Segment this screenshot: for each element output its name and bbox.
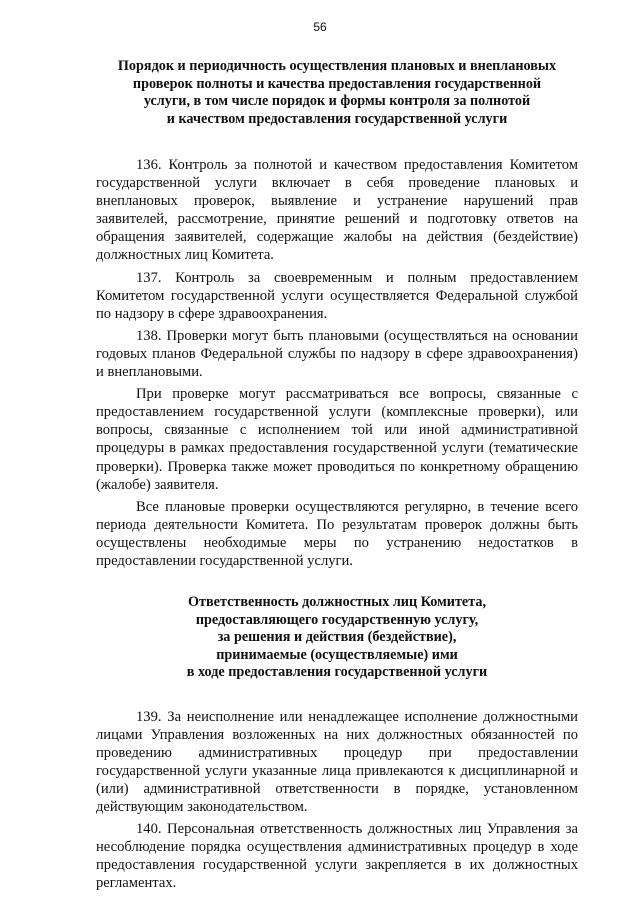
heading-line: предоставляющего государственную услугу, <box>195 611 479 628</box>
section-heading-inspections <box>96 58 578 128</box>
paragraph-137: 137. Контроль за своевременным и полным предоставлением Комитетом государственной услуги осуществляется Федеральной службой по надзору в сфере здравоохранения. <box>96 269 578 322</box>
paragraph-136: 136. Контроль за полнотой и качеством предоставления Комитетом государственной услуги включает в себя проведение плановых и внеплановых проверок, выявление и устранение нарушений прав заявителей, рассмотрение, принятие решений и подготовку ответов на обращения заявителей, содержащие жалобы на действия (бездействие) должностных лиц Комитета. <box>96 157 578 264</box>
section-heading-responsibility <box>96 594 578 682</box>
heading-line: принимаемые (осуществляемые) ими <box>216 646 458 663</box>
paragraph-138: 138. Проверки могут быть плановыми (осуществляться на основании годовых планов Федеральной службы по надзору в сфере здравоохранения) и внеплановыми. <box>96 327 578 381</box>
heading-line: проверок полноты и качества предоставления государственной <box>132 75 542 92</box>
heading-line: и качеством предоставления государственной услуги <box>166 110 508 127</box>
heading-line: Порядок и периодичность осуществления плановых и внеплановых <box>117 58 557 74</box>
paragraph-140: 140. Персональная ответственность должностных лиц Управления за несоблюдение порядка осуществления административных процедур в ходе предоставления государственной услуги закрепляется в их должностных регламентах. <box>96 821 578 892</box>
paragraph-inspection-scope: При проверке могут рассматриваться все вопросы, связанные с предоставлением государственной услуги (комплексные проверки), или вопросы, связанные с исполнением той или иной административной процедуры в рамках предоставления государственной услуги (тематические проверки). Проверка также может проводиться по конкретному обращению (жалобе) заявителя. <box>96 386 578 493</box>
heading-line: за решения и действия (бездействие), <box>217 629 457 646</box>
heading-line: услуги, в том числе порядок и формы контроля за полнотой <box>143 93 531 109</box>
paragraph-139: 139. За неисполнение или ненадлежащее исполнение должностными лицами Управления возложенных на них должностных обязанностей по проведению административных процедур при предоставлении государственной услуги указанные лица привлекаются к дисциплинарной и (или) административной ответственности в порядке, установленном действующим законодательством. <box>96 708 578 816</box>
heading-line: Ответственность должностных лиц Комитета, <box>188 594 486 611</box>
document-body <box>96 58 578 897</box>
paragraph-planned-inspections: Все плановые проверки осуществляются регулярно, в течение всего периода деятельности Комитета. По результатам проверок должны быть осуществлены необходимые меры по устранению недостатков в предоставлении государственной услуги. <box>96 498 578 569</box>
heading-line: в ходе предоставления государственной услуги <box>186 664 488 681</box>
page-number: 56 <box>313 20 327 34</box>
